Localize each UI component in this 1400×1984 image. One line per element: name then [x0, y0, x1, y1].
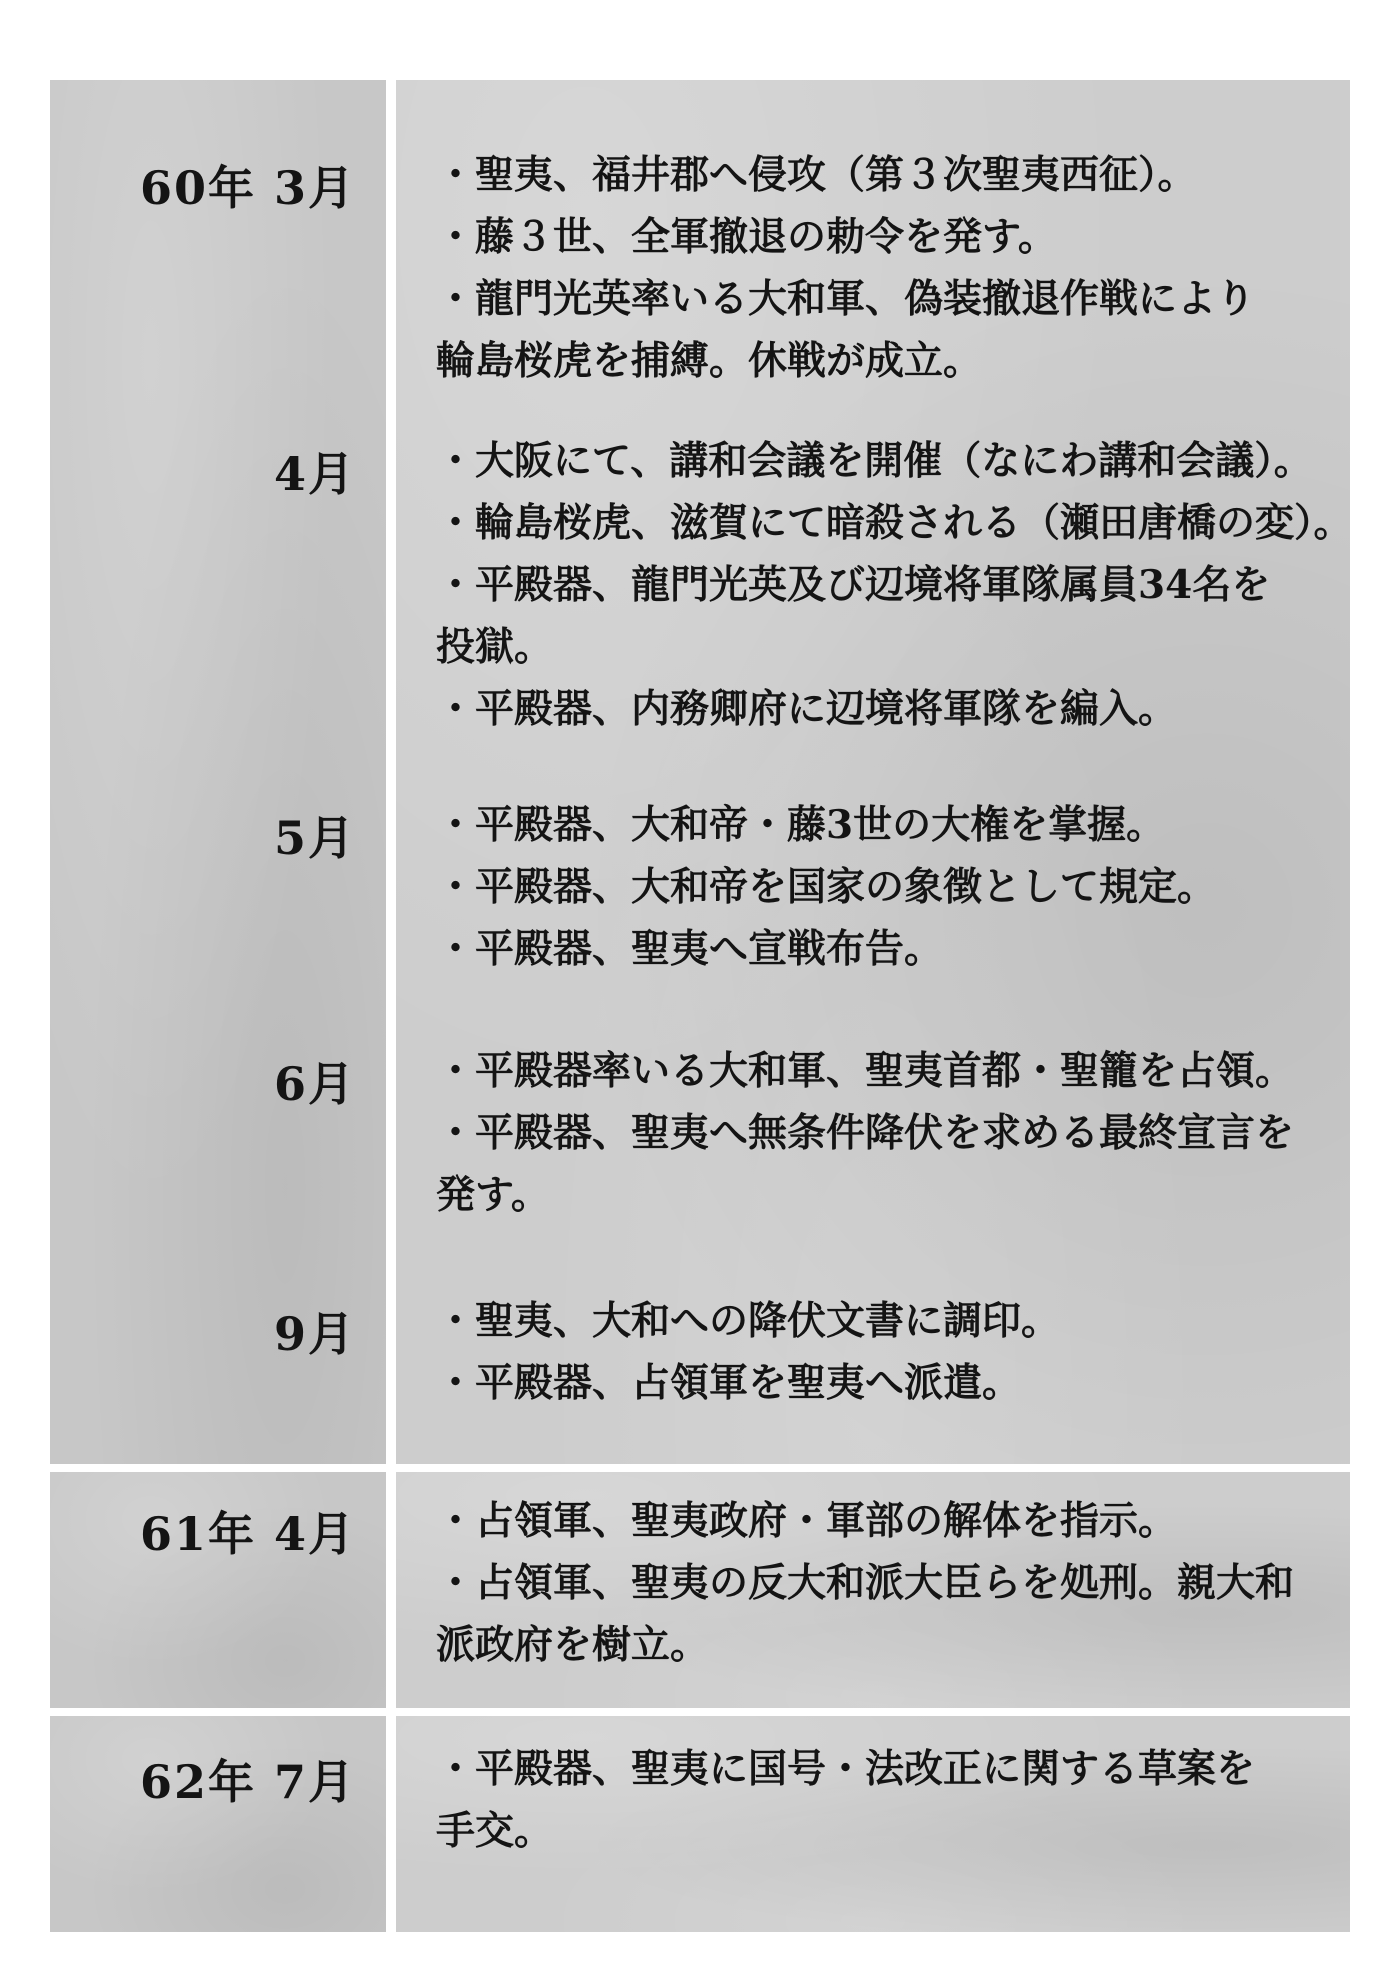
- entry-line: ・聖夷、福井郡へ侵攻（第３次聖夷西征）。: [436, 152, 1197, 198]
- entry-line: ・占領軍、聖夷の反大和派大臣らを処刑。親大和: [436, 1560, 1295, 1606]
- date-label: 9月: [273, 1307, 356, 1361]
- entry-line: ・平殿器、占領軍を聖夷へ派遣。: [436, 1360, 1022, 1406]
- date-column: [50, 80, 386, 1464]
- entry-group: [436, 1040, 1330, 1226]
- entry-line: ・平殿器、聖夷へ無条件降伏を求める最終宣言を: [436, 1110, 1295, 1156]
- entry-line: ・輪島桜虎、滋賀にて暗殺される（瀬田唐橋の変）。: [436, 500, 1353, 546]
- date-label: 60年 3月: [139, 161, 356, 215]
- entry-line: ・藤３世、全軍撤退の勅令を発す。: [436, 214, 1057, 260]
- entry-line: ・平殿器、内務卿府に辺境将軍隊を編入。: [436, 686, 1178, 732]
- entry-line: ・平殿器、龍門光英及び辺境将軍隊属員34名を: [436, 562, 1271, 608]
- date-label: 5月: [273, 811, 356, 865]
- entry-line: ・平殿器、大和帝・藤3世の大権を掌握。: [436, 802, 1166, 848]
- entry-line: 輪島桜虎を捕縛。休戦が成立。: [436, 338, 983, 384]
- entry-group: [436, 430, 1353, 740]
- timeline-block-61: [50, 1472, 1350, 1708]
- timeline-block-60: [50, 80, 1353, 1464]
- entry-line: ・大阪にて、講和会議を開催（なにわ講和会議）。: [436, 438, 1313, 484]
- entry-group: [436, 144, 1330, 392]
- timeline-block-62: [50, 1716, 1350, 1932]
- entry-line: ・平殿器、聖夷へ宣戦布告。: [436, 926, 944, 972]
- entry-line: ・平殿器率いる大和軍、聖夷首都・聖籠を占領。: [436, 1048, 1295, 1094]
- entry-line: 発す。: [436, 1172, 550, 1218]
- entry-column: [396, 1716, 1350, 1932]
- entry-group: [436, 1290, 1330, 1414]
- date-label: 4月: [273, 447, 356, 501]
- entry-group: [436, 794, 1330, 980]
- entry-group: [436, 1738, 1330, 1862]
- entry-line: 手交。: [436, 1808, 554, 1854]
- date-label: 61年 4月: [139, 1507, 356, 1561]
- entry-line: ・聖夷、大和への降伏文書に調印。: [436, 1298, 1061, 1344]
- entry-line: ・龍門光英率いる大和軍、偽装撤退作戦により: [436, 276, 1256, 322]
- date-label: 6月: [273, 1057, 356, 1111]
- entry-line: 派政府を樹立。: [436, 1622, 710, 1668]
- entry-column: [396, 80, 1353, 1464]
- entry-line: ・平殿器、聖夷に国号・法改正に関する草案を: [436, 1746, 1256, 1792]
- entry-group: [436, 1490, 1330, 1676]
- date-column: [50, 1716, 386, 1932]
- date-column: [50, 1472, 386, 1708]
- entry-column: [396, 1472, 1350, 1708]
- entry-line: 投獄。: [436, 624, 554, 670]
- date-label: 62年 7月: [139, 1755, 356, 1809]
- entry-line: ・平殿器、大和帝を国家の象徴として規定。: [436, 864, 1217, 910]
- entry-line: ・占領軍、聖夷政府・軍部の解体を指示。: [436, 1498, 1178, 1544]
